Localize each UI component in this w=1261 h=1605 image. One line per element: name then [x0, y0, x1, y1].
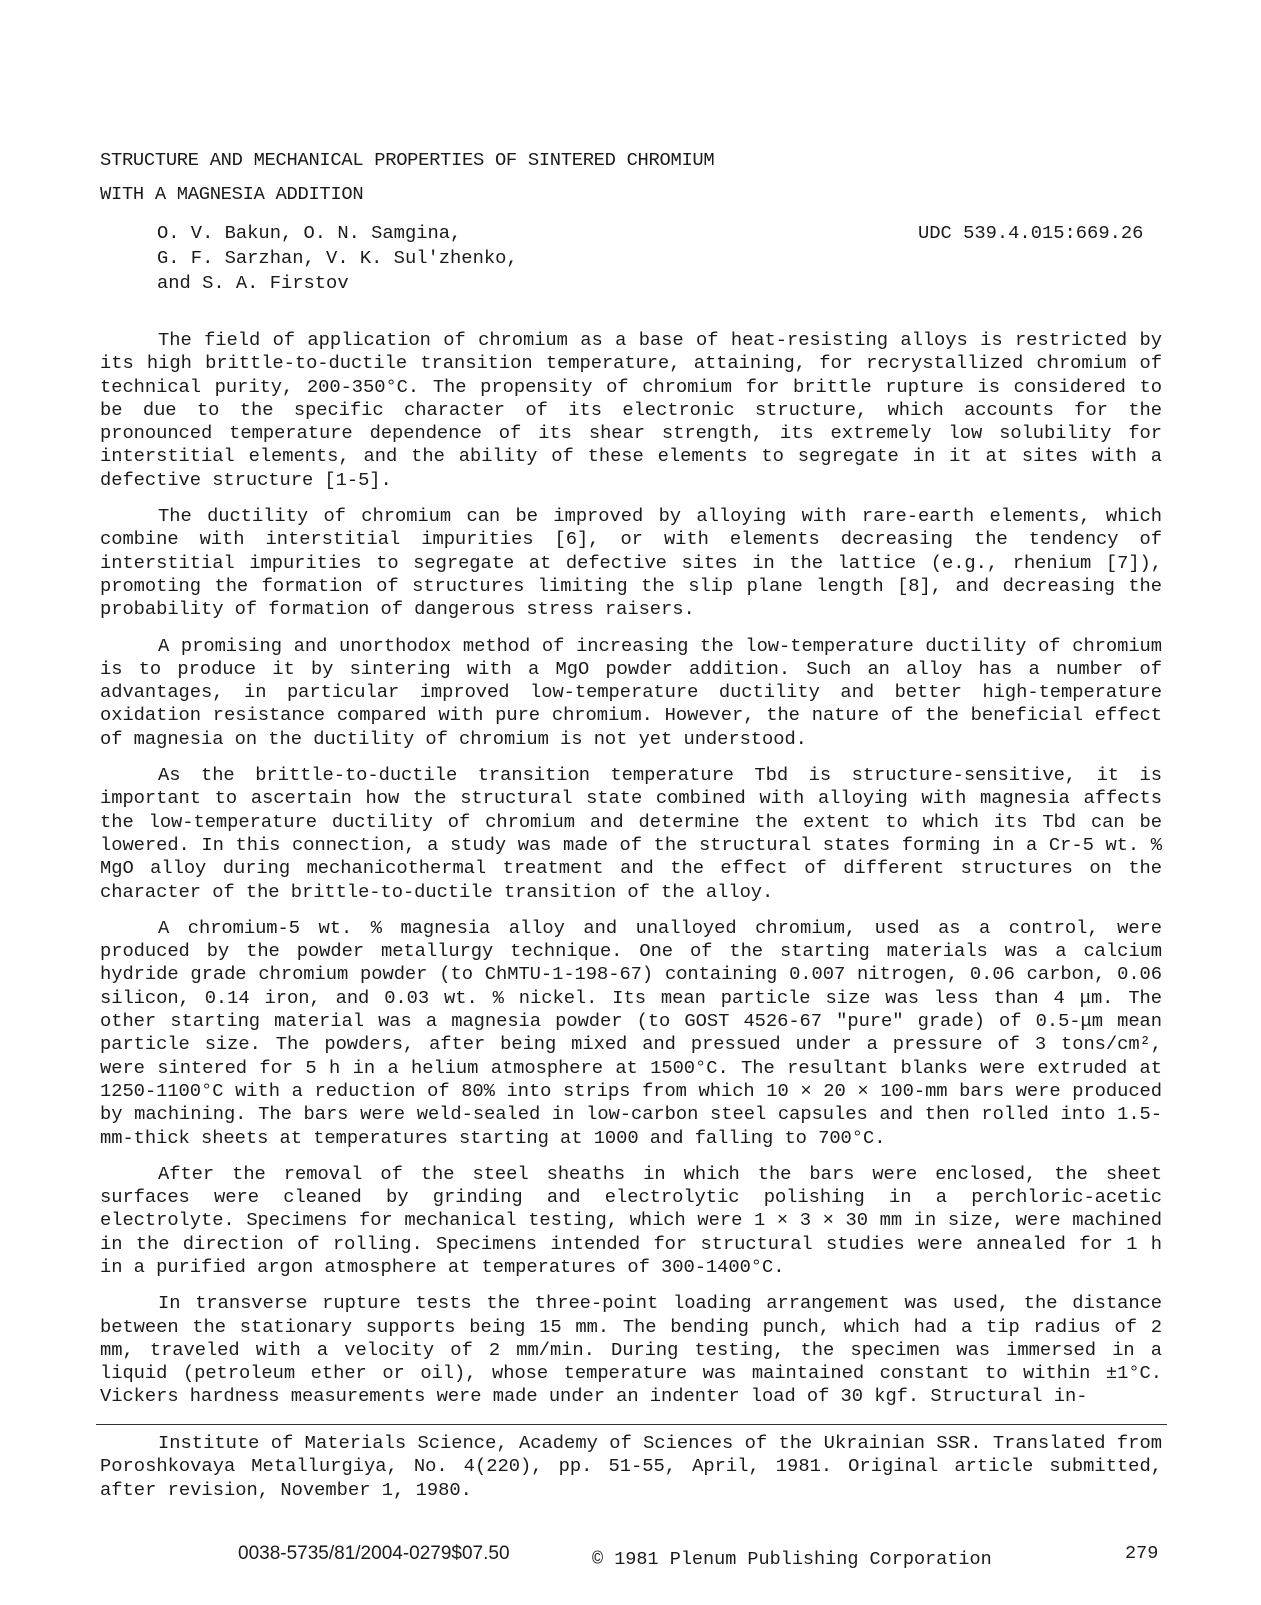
body-paragraph: The ductility of chromium can be improved by alloying with rare-earth elements, which combine with interstitial impurities [6], or with elements decreasing the tendency of interstitial impurities to segregate at defective sites in the lattice (e.g., rhenium [7]), promoting the formation of structures limiting the slip plane length [8], and decreasing the probability of formation of dangerous stress raisers. — [100, 505, 1162, 621]
body-paragraph: In transverse rupture tests the three-point loading arrangement was used, the distance between the stationary supports being 15 mm. The bending punch, which had a tip radius of 2 mm, traveled with a velocity of 2 mm/min. During testing, the specimen was immersed in a liquid (petroleum ether or oil), whose temperature was maintained constant to within ±1°C. Vickers hardness measurements were made under an indenter load of 30 kgf. Structural in- — [100, 1292, 1162, 1408]
body-paragraph: A chromium-5 wt. % magnesia alloy and unalloyed chromium, used as a control, were produced by the powder metallurgy technique. One of the starting materials was a calcium hydride grade chromium powder (to ChMTU-1-198-67) containing 0.007 nitrogen, 0.06 carbon, 0.06 silicon, 0.14 iron, and 0.03 wt. % nickel. Its mean particle size was less than 4 μm. The other starting material was a magnesia powder (to GOST 4526-67 "pure" grade) of 0.5-μm mean particle size. The powders, after being mixed and pressued under a pressure of 3 tons/cm², were sintered for 5 h in a helium atmosphere at 1500°C. The resultant blanks were extruded at 1250-1100°C with a reduction of 80% into strips from which 10 × 20 × 100-mm bars were produced by machining. The bars were weld-sealed in low-carbon steel capsules and then rolled into 1.5-mm-thick sheets at temperatures starting at 1000 and falling to 700°C. — [100, 916, 1162, 1149]
body-paragraph: After the removal of the steel sheaths in which the bars were enclosed, the sheet surfaces were cleaned by grinding and electrolytic polishing in a perchloric-acetic electrolyte. Specimens for mechanical testing, which were 1 × 3 × 30 mm in size, were machined in the direction of rolling. Specimens intended for structural studies were annealed for 1 h in a purified argon atmosphere at temperatures of 300-1400°C. — [100, 1162, 1162, 1278]
author-list — [157, 221, 518, 296]
article-code: 0038-5735/81/2004-0279$07.50 — [238, 1543, 510, 1564]
title-line: STRUCTURE AND MECHANICAL PROPERTIES OF SINTERED CHROMIUM — [100, 149, 715, 171]
article-title — [100, 143, 714, 211]
author-line: G. F. Sarzhan, V. K. Sul'zhenko, — [157, 247, 518, 269]
body-paragraph: As the brittle-to-ductile transition temperature Tbd is structure-sensitive, it is important to ascertain how the structural state combined with alloying with magnesia affects the low-temperature ductility of chromium and determine the extent to which its Tbd can be lowered. In this connection, a study was made of the structural states forming in a Cr-5 wt. % MgO alloy during mechanicothermal treatment and the effect of different structures on the character of the brittle-to-ductile transition of the alloy. — [100, 764, 1162, 903]
body-paragraph: The field of application of chromium as a base of heat-resisting alloys is restricted by its high brittle-to-ductile transition temperature, attaining, for recrystallized chromium of technical purity, 200-350°C. The propensity of chromium for brittle rupture is considered to be due to the specific character of its electronic structure, which accounts for the pronounced temperature dependence of its shear strength, its extremely low solubility for interstitial elements, and the ability of these elements to segregate in it at sites with a defective structure [1-5]. — [100, 329, 1162, 491]
title-line: WITH A MAGNESIA ADDITION — [100, 183, 364, 205]
author-line: O. V. Bakun, O. N. Samgina, — [157, 222, 462, 244]
affiliation-footnote: Institute of Materials Science, Academy of Sciences of the Ukrainian SSR. Translated from Poroshkovaya Metallurgiya, No. 4(220), pp. 51-55, April, 1981. Original article submitted, after revision, November 1, 1980. — [100, 1432, 1162, 1501]
copyright-notice: © 1981 Plenum Publishing Corporation — [592, 1549, 992, 1570]
udc-code: UDC 539.4.015:669.26 — [918, 222, 1144, 244]
body-paragraph: A promising and unorthodox method of increasing the low-temperature ductility of chromium is to produce it by sintering with a MgO powder addition. Such an alloy has a number of advantages, in particular improved low-temperature ductility and better high-temperature oxidation resistance compared with pure chromium. However, the nature of the beneficial effect of magnesia on the ductility of chromium is not yet understood. — [100, 634, 1162, 750]
footnote-divider — [96, 1424, 1167, 1425]
author-line: and S. A. Firstov — [157, 272, 349, 294]
page-footer — [0, 1543, 1261, 1573]
page-number: 279 — [1125, 1543, 1159, 1564]
article-body — [100, 329, 1162, 1422]
